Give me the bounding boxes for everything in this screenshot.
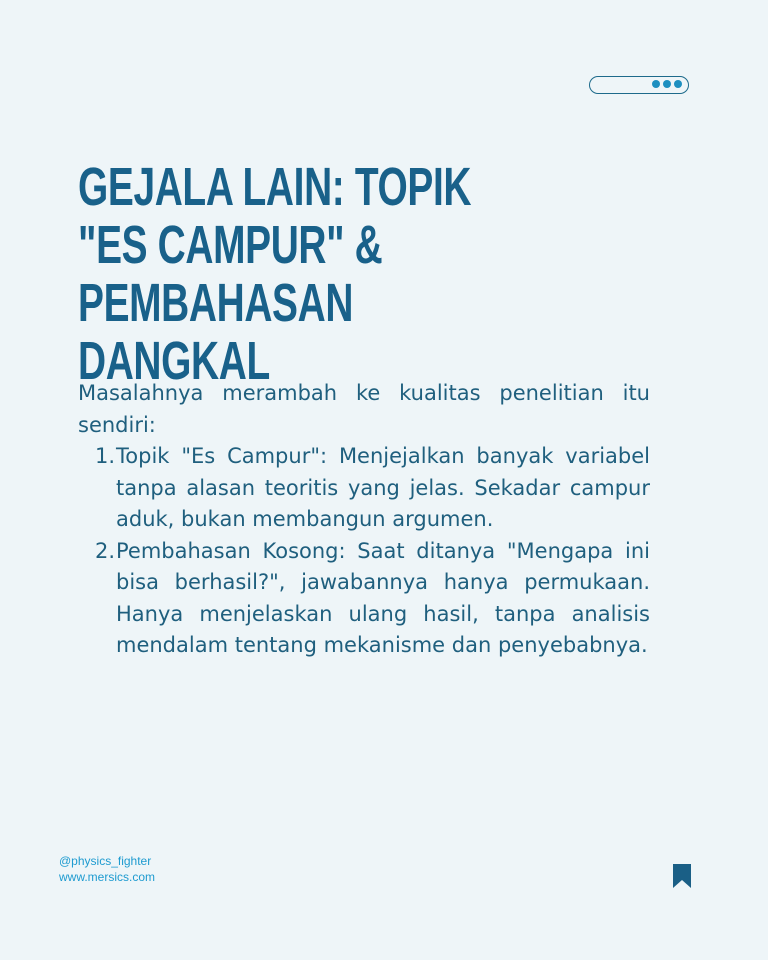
list-item [95, 536, 650, 662]
bookmark-icon[interactable] [672, 864, 692, 888]
website-link[interactable]: www.mersics.com [59, 870, 156, 884]
dot [663, 80, 671, 88]
body-content [78, 378, 650, 662]
intro-paragraph: Masalahnya merambah ke kualitas penelitian itu sendiri: [78, 381, 650, 437]
dot [674, 80, 682, 88]
list-number: 1. [95, 444, 116, 468]
list-number: 2. [95, 538, 116, 563]
page-title: GEJALA LAIN: TOPIK "ES CAMPUR" & PEMBAHASAN DANGKAL [78, 157, 472, 391]
social-handle[interactable]: @physics_fighter [59, 854, 152, 868]
list-item [95, 441, 650, 536]
footer-credits [59, 853, 155, 885]
more-dots-icon [652, 80, 682, 88]
list-item-text: Pembahasan Kosong: Saat ditanya "Mengapa ini bisa berhasil?", jawabannya hanya permukaan. Hanya menjelaskan ulang hasil, tanpa analisis mendalam tentang mekanisme dan penyebabnya. [116, 538, 650, 657]
list-item-text: Topik "Es Campur": Menjejalkan banyak variabel tanpa alasan teoritis yang jelas. Sekadar campur aduk, bukan membangun argumen. [116, 444, 650, 531]
symptom-list [78, 441, 650, 662]
dot [652, 80, 660, 88]
more-options-pill[interactable] [589, 76, 689, 94]
